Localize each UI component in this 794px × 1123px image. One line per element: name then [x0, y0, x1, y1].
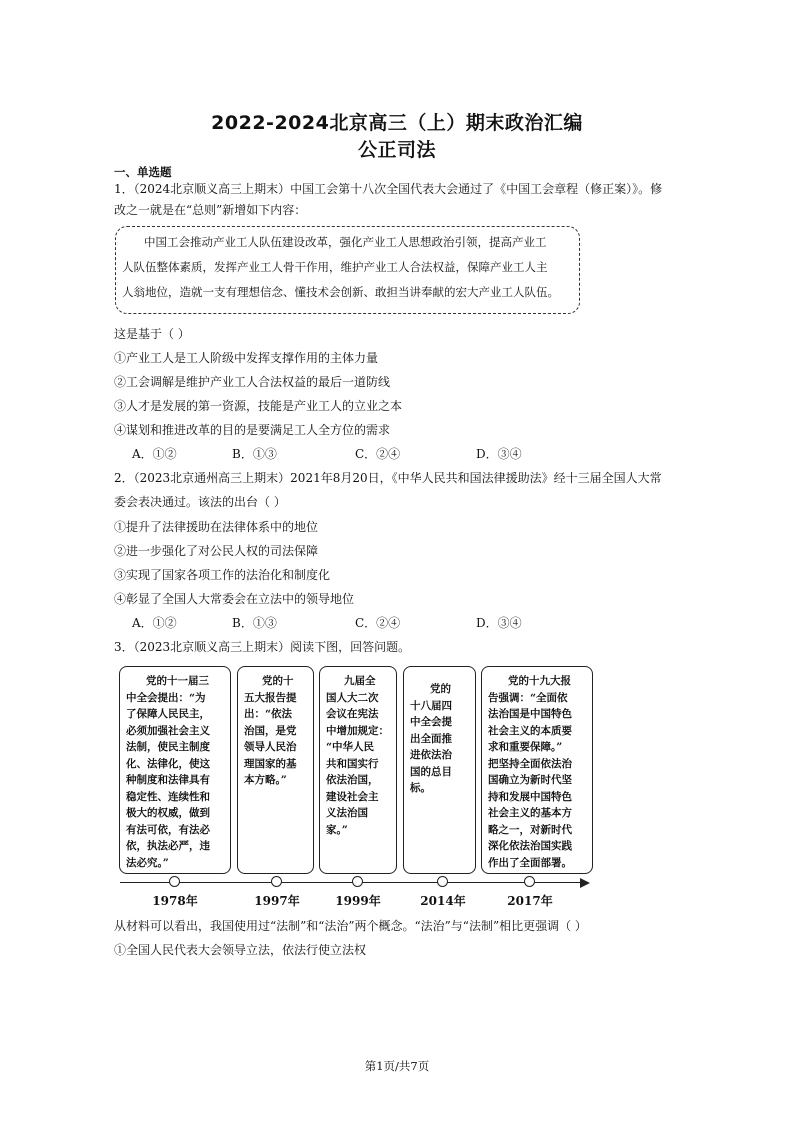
q2-item: ①提升了法律援助在法律体系中的地位 — [114, 520, 319, 534]
timeline-line: 国确立为新时代坚 — [488, 774, 572, 786]
timeline-line: 会议在宪法 — [326, 708, 379, 720]
timeline-line: 法制，使民主制度 — [126, 741, 210, 753]
timeline-line: 把坚持全面依法治 — [488, 757, 572, 770]
timeline-line: 中全会提 — [410, 716, 452, 728]
timeline-line: 中增加规定： — [326, 724, 389, 737]
timeline-line: 求和重要保障。” — [488, 741, 563, 753]
q1-option-a[interactable]: A．①② — [132, 447, 177, 461]
timeline-line: 持和发展中国特色 — [488, 790, 572, 803]
timeline-axis — [120, 882, 580, 883]
timeline-year: 2014年 — [420, 894, 466, 908]
timeline-year: 1999年 — [335, 894, 381, 908]
timeline-line: 告强调：“全面依 — [488, 691, 568, 704]
q1-quote-line: 中国工会推动产业工人队伍建设改革，强化产业工人思想政治引领，提高产业工 — [144, 235, 547, 249]
timeline-line: 极大的权威，做到 — [126, 807, 210, 819]
timeline-line: 中全会提出：“为 — [126, 691, 206, 704]
timeline-node-2014 — [437, 876, 448, 887]
q1-quote-line: 人翁地位，造就一支有理想信念、懂技术会创新、敢担当讲奉献的宏大产业工人队伍。 — [122, 285, 559, 299]
timeline-line: 了保障人民民主， — [126, 708, 210, 720]
q2-item: ②进一步强化了对公民人权的司法保障 — [114, 544, 319, 558]
timeline-line: 党的 — [430, 683, 451, 695]
timeline-line: 略之一，对新时代 — [488, 823, 572, 836]
timeline-line: 家。” — [326, 823, 348, 836]
page-number: 第1页/共7页 — [364, 1059, 430, 1073]
timeline-line: 依，执法必严，违 — [126, 840, 210, 852]
q3-item: ①全国人民代表大会领导立法，依法行使立法权 — [114, 943, 367, 957]
timeline-line: 必须加强社会主义 — [126, 724, 210, 737]
timeline-line: 理国家的基 — [244, 757, 297, 770]
q2-option-b[interactable]: B．①③ — [232, 616, 277, 630]
timeline-line: 进依法治 — [410, 749, 452, 761]
timeline-card-1999 — [319, 666, 397, 874]
timeline-line: 依法治国， — [326, 774, 379, 786]
q1-item: ②工会调解是维护产业工人合法权益的最后一道防线 — [114, 375, 391, 389]
timeline-line: 治国，是党 — [244, 724, 297, 737]
q1-option-b[interactable]: B．①③ — [232, 447, 277, 461]
timeline-line: 社会主义的本质要 — [488, 724, 572, 737]
q2-stem-line1: 2．（2023北京通州高三上期末）2021年8月20日，《中华人民共和国法律援助法》经十三届全国人大常 — [114, 471, 662, 485]
timeline-line: 党的十一届三 — [146, 675, 209, 687]
timeline-line: 有法可依，有法必 — [126, 823, 210, 836]
section-heading: 一、单选题 — [114, 165, 172, 179]
q3-question: 从材料可以看出，我国使用过“法制”和“法治”两个概念。“法治”与“法制”相比更强调（ ） — [114, 919, 587, 933]
timeline-line: 本方略。” — [244, 774, 287, 786]
timeline-node-1978 — [169, 876, 180, 887]
timeline-line: 五大报告提 — [244, 691, 297, 704]
q1-item: ①产业工人是工人阶级中发挥支撑作用的主体力量 — [114, 351, 379, 365]
q2-option-c[interactable]: C．②④ — [355, 616, 401, 630]
timeline-line: 建设社会主 — [326, 790, 379, 803]
timeline-node-1997 — [271, 876, 282, 887]
timeline-line: 党的十 — [262, 675, 294, 687]
q2-option-a[interactable]: A．①② — [132, 616, 177, 630]
timeline-line: 十八届四 — [410, 699, 452, 712]
q1-stem-line1: 1．（2024北京顺义高三上期末）中国工会第十八次全国代表大会通过了《中国工会章程（修正案）》。修 — [114, 182, 663, 196]
q3-stem: 3．（2023北京顺义高三上期末）阅读下图，回答问题。 — [114, 640, 411, 654]
q1-stem-line2: 改之一就是在“总则”新增如下内容： — [114, 203, 307, 217]
timeline-card-2017 — [481, 666, 593, 874]
document-title: 2022-2024北京高三（上）期末政治汇编 — [211, 112, 583, 134]
timeline-line: 共和国实行 — [326, 757, 379, 770]
timeline-line: 九届全 — [344, 675, 376, 687]
timeline-line: 化、法律化，使这 — [126, 757, 210, 770]
timeline-line: “中华人民 — [326, 741, 375, 753]
timeline-year: 1978年 — [152, 894, 198, 908]
q1-item: ③人才是发展的第一资源，技能是产业工人的立业之本 — [114, 399, 403, 413]
document-subtitle: 公正司法 — [357, 139, 436, 161]
q1-option-d[interactable]: D．③④ — [476, 447, 522, 461]
timeline-line: 国人大二次 — [326, 691, 379, 704]
timeline-node-2017 — [524, 876, 535, 887]
timeline-node-1999 — [352, 876, 363, 887]
timeline-line: 义法治国 — [326, 807, 368, 819]
timeline-line: 种制度和法律具有 — [126, 774, 210, 786]
q2-stem-line2: 委会表决通过。该法的出台（ ） — [114, 495, 286, 509]
q1-option-c[interactable]: C．②④ — [355, 447, 401, 461]
timeline-line: 国的总目 — [410, 765, 452, 778]
timeline-line: 出全面推 — [410, 732, 452, 745]
timeline-line: 稳定性、连续性和 — [126, 790, 210, 803]
q1-question: 这是基于（ ） — [114, 327, 190, 341]
timeline-line: 深化依法治国实践 — [488, 840, 572, 852]
timeline-line: 出：“依法 — [244, 708, 293, 720]
timeline-line: 标。 — [410, 782, 431, 794]
timeline-arrow-icon — [580, 878, 590, 888]
q1-quote-line: 人队伍整体素质，发挥产业工人骨干作用，维护产业工人合法权益，保障产业工人主 — [122, 260, 548, 274]
q2-item: ④彰显了全国人大常委会在立法中的领导地位 — [114, 592, 355, 606]
q2-item: ③实现了国家各项工作的法治化和制度化 — [114, 568, 331, 582]
timeline-line: 法必究。” — [126, 856, 169, 869]
timeline-line: 党的十九大报 — [508, 675, 571, 687]
q2-option-d[interactable]: D．③④ — [476, 616, 522, 630]
timeline-card-1997 — [237, 666, 314, 874]
timeline-card-1978 — [119, 666, 231, 874]
timeline-line: 法治国是中国特色 — [488, 708, 572, 720]
timeline-line: 作出了全面部署。 — [488, 856, 572, 869]
timeline-year: 2017年 — [507, 894, 553, 908]
q1-item: ④谋划和推进改革的目的是要满足工人全方位的需求 — [114, 423, 391, 437]
timeline-line: 社会主义的基本方 — [488, 807, 572, 819]
timeline-line: 领导人民治 — [244, 741, 297, 753]
timeline-year: 1997年 — [254, 894, 300, 908]
timeline-card-2014 — [403, 666, 476, 874]
